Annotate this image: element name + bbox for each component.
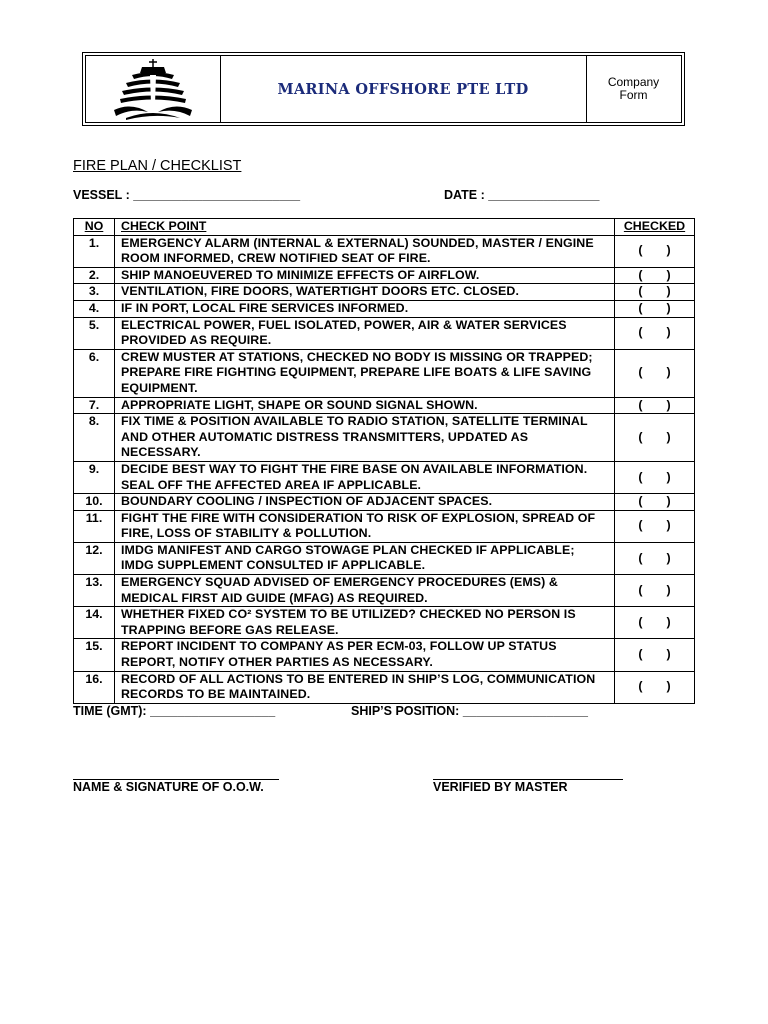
row-number: 7. [74,397,115,414]
table-row [74,300,695,317]
table-row [74,607,695,639]
check-point-text: RECORD OF ALL ACTIONS TO BE ENTERED IN SHIP’S LOG, COMMUNICATION RECORDS TO BE MAINTAINED. [115,671,615,703]
table-row [74,414,695,462]
oow-signature-label: NAME & SIGNATURE OF O.O.W. [73,780,264,794]
checked-box[interactable]: ( ) [615,317,695,349]
table-row [74,317,695,349]
check-point-text: FIX TIME & POSITION AVAILABLE TO RADIO STATION, SATELLITE TERMINAL AND OTHER AUTOMATIC DISTRESS TRANSMITTERS, UPDATED AS NECESSARY. [115,414,615,462]
check-point-text: IF IN PORT, LOCAL FIRE SERVICES INFORMED. [115,300,615,317]
row-number: 15. [74,639,115,671]
checked-box[interactable]: ( ) [615,639,695,671]
checklist-table [73,218,695,704]
check-point-text: EMERGENCY ALARM (INTERNAL & EXTERNAL) SOUNDED, MASTER / ENGINE ROOM INFORMED, CREW NOTIFIED SEAT OF FIRE. [115,235,615,267]
checked-box[interactable]: ( ) [615,397,695,414]
table-row [74,397,695,414]
table-row [74,461,695,493]
vessel-field[interactable]: VESSEL : ________________________ [73,188,301,202]
row-number: 6. [74,349,115,397]
ship-position-field[interactable]: SHIP’S POSITION: __________________ [351,704,588,718]
checked-box[interactable]: ( ) [615,267,695,284]
table-row [74,671,695,703]
row-number: 13. [74,575,115,607]
table-row [74,267,695,284]
row-number: 10. [74,494,115,511]
table-row [74,284,695,301]
check-point-text: VENTILATION, FIRE DOORS, WATERTIGHT DOORS ETC. CLOSED. [115,284,615,301]
table-row [74,542,695,574]
document-title: FIRE PLAN / CHECKLIST [73,158,242,174]
check-point-text: WHETHER FIXED CO² SYSTEM TO BE UTILIZED? CHECKED NO PERSON IS TRAPPING BEFORE GAS RELEASE. [115,607,615,639]
table-row [74,510,695,542]
row-number: 9. [74,461,115,493]
row-number: 16. [74,671,115,703]
checked-box[interactable]: ( ) [615,414,695,462]
checked-box[interactable]: ( ) [615,300,695,317]
checked-box[interactable]: ( ) [615,235,695,267]
row-number: 1. [74,235,115,267]
time-field[interactable]: TIME (GMT): __________________ [73,704,276,718]
master-signature-label: VERIFIED BY MASTER [433,780,568,794]
check-point-text: EMERGENCY SQUAD ADVISED OF EMERGENCY PROCEDURES (EMS) & MEDICAL FIRST AID GUIDE (MFAG) AS REQUIRED. [115,575,615,607]
check-point-text: CREW MUSTER AT STATIONS, CHECKED NO BODY IS MISSING OR TRAPPED; PREPARE FIRE FIGHTING EQUIPMENT, PREPARE LIFE BOATS & LIFE SAVING EQUIPMENT. [115,349,615,397]
row-number: 8. [74,414,115,462]
check-point-text: SHIP MANOEUVERED TO MINIMIZE EFFECTS OF AIRFLOW. [115,267,615,284]
check-point-text: REPORT INCIDENT TO COMPANY AS PER ECM-03, FOLLOW UP STATUS REPORT, NOTIFY OTHER PARTIES AS NECESSARY. [115,639,615,671]
checked-box[interactable]: ( ) [615,671,695,703]
row-number: 3. [74,284,115,301]
logo-cell [86,56,221,122]
form-label-line1: Company [607,75,660,89]
header-no: NO [74,219,115,236]
check-point-text: IMDG MANIFEST AND CARGO STOWAGE PLAN CHECKED IF APPLICABLE; IMDG SUPPLEMENT CONSULTED IF APPLICABLE. [115,542,615,574]
row-number: 11. [74,510,115,542]
checked-box[interactable]: ( ) [615,575,695,607]
checked-box[interactable]: ( ) [615,494,695,511]
row-number: 4. [74,300,115,317]
checked-box[interactable]: ( ) [615,607,695,639]
header-check-point: CHECK POINT [115,219,615,236]
header-checked: CHECKED [615,219,695,236]
table-row [74,494,695,511]
check-point-text: DECIDE BEST WAY TO FIGHT THE FIRE BASE ON AVAILABLE INFORMATION. SEAL OFF THE AFFECTED AREA IF APPLICABLE. [115,461,615,493]
table-header-row [74,219,695,236]
ship-bow-logo-icon [86,56,220,124]
company-name-cell [220,56,587,122]
table-row [74,235,695,267]
checked-box[interactable]: ( ) [615,461,695,493]
check-point-text: BOUNDARY COOLING / INSPECTION OF ADJACENT SPACES. [115,494,615,511]
letterhead [82,52,685,126]
table-row [74,575,695,607]
checked-box[interactable]: ( ) [615,349,695,397]
date-field[interactable]: DATE : ________________ [444,188,600,202]
row-number: 2. [74,267,115,284]
check-point-text: APPROPRIATE LIGHT, SHAPE OR SOUND SIGNAL SHOWN. [115,397,615,414]
check-point-text: ELECTRICAL POWER, FUEL ISOLATED, POWER, AIR & WATER SERVICES PROVIDED AS REQUIRE. [115,317,615,349]
checked-box[interactable]: ( ) [615,542,695,574]
checked-box[interactable]: ( ) [615,284,695,301]
row-number: 14. [74,607,115,639]
table-row [74,639,695,671]
form-label-line2: Form [619,88,648,102]
checked-box[interactable]: ( ) [615,510,695,542]
row-number: 5. [74,317,115,349]
company-name: MARINA OFFSHORE PTE LTD [277,80,529,98]
row-number: 12. [74,542,115,574]
form-label-cell [586,56,681,122]
table-row [74,349,695,397]
check-point-text: FIGHT THE FIRE WITH CONSIDERATION TO RISK OF EXPLOSION, SPREAD OF FIRE, LOSS OF STABILITY & POLLUTION. [115,510,615,542]
